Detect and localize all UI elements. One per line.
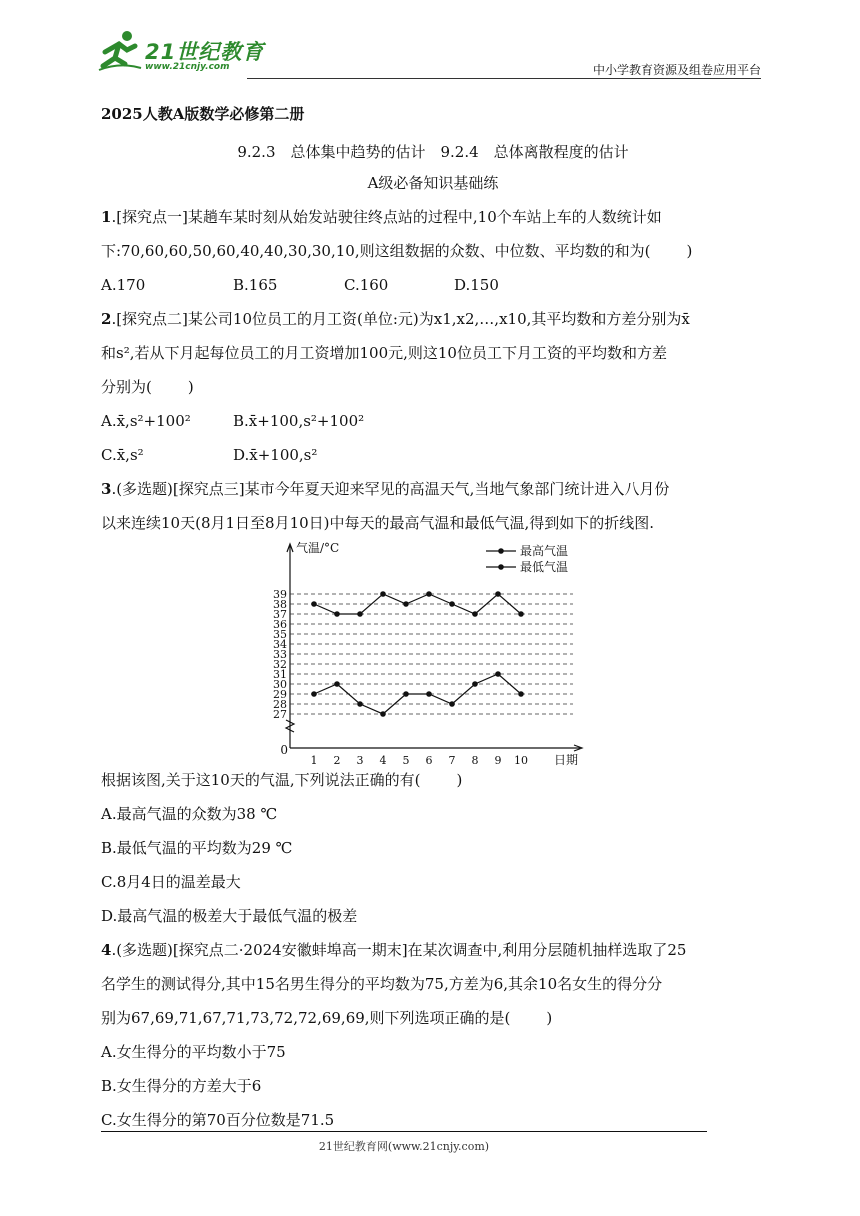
q2-option-c[interactable]: C.x̄,s² — [101, 446, 144, 464]
q1-option-d[interactable]: D.150 — [454, 276, 499, 294]
q2-line1 — [101, 309, 765, 329]
q1-paren-close: ) — [686, 242, 693, 260]
y-tick-label: 29 — [273, 688, 287, 701]
q3-option-b[interactable]: B.最低气温的平均数为29 ℃ — [101, 839, 293, 857]
q1-text1: .[探究点一]某趟车某时刻从始发站驶往终点站的过程中,10个车站上车的人数统计如 — [111, 208, 662, 226]
legend-label: 最低气温 — [520, 560, 569, 574]
data-point — [518, 611, 524, 617]
data-point — [380, 711, 386, 717]
data-point — [449, 601, 455, 607]
q1-text2: 下:70,60,60,50,60,40,40,30,30,10,则这组数据的众数、中位数、平均数的和为( — [101, 242, 651, 260]
x-tick-label: 5 — [402, 754, 410, 767]
q3-paren-close: ) — [456, 771, 463, 789]
x-tick-label: 4 — [379, 754, 387, 767]
data-point — [472, 681, 478, 687]
data-point — [449, 701, 455, 707]
data-point — [403, 601, 409, 607]
logo-text: 21世纪教育 — [145, 40, 265, 64]
q2-option-d[interactable]: D.x̄+100,s² — [233, 446, 318, 464]
x-tick-label: 6 — [425, 754, 433, 767]
y-tick-label: 39 — [273, 588, 287, 601]
y-tick-label: 33 — [273, 648, 287, 661]
x-tick-label: 9 — [494, 754, 502, 767]
y-tick-label: 32 — [273, 658, 287, 671]
q4-option-b[interactable]: B.女生得分的方差大于6 — [101, 1077, 262, 1095]
x-tick-label: 3 — [356, 754, 364, 767]
q1-option-b[interactable]: B.165 — [233, 276, 278, 294]
data-point — [380, 591, 386, 597]
data-point — [426, 691, 432, 697]
q3-number: 3 — [101, 480, 112, 498]
footer-divider — [101, 1131, 707, 1132]
y-tick-label: 34 — [273, 638, 287, 651]
q3-line1 — [101, 479, 765, 499]
q1-option-a[interactable]: A.170 — [101, 276, 146, 294]
x-tick-label: 8 — [471, 754, 479, 767]
logo-url: www.21cnjy.com — [145, 62, 230, 72]
data-point — [518, 691, 524, 697]
data-point — [495, 591, 501, 597]
q4-option-a[interactable]: A.女生得分的平均数小于75 — [101, 1043, 286, 1061]
legend-marker — [498, 564, 504, 570]
q1-option-c[interactable]: C.160 — [344, 276, 389, 294]
data-point — [495, 671, 501, 677]
data-point — [334, 611, 340, 617]
data-point — [357, 611, 363, 617]
y-tick-label: 28 — [273, 698, 287, 711]
data-point — [311, 601, 317, 607]
data-point — [472, 611, 478, 617]
y-tick-label: 38 — [273, 598, 287, 611]
q2-option-a[interactable]: A.x̄,s²+100² — [101, 412, 191, 430]
q4-option-c[interactable]: C.女生得分的第70百分位数是71.5 — [101, 1111, 335, 1129]
data-point — [426, 591, 432, 597]
runner-logo-icon — [97, 28, 143, 72]
site-logo[interactable] — [97, 28, 267, 78]
q2-text1: .[探究点二]某公司10位员工的月工资(单位:元)为x1,x2,…,x10,其平均数和方差分别为x̄ — [111, 310, 690, 328]
footer-text[interactable]: 21世纪教育网(www.21cnjy.com) — [318, 1140, 490, 1153]
q2-option-b[interactable]: B.x̄+100,s²+100² — [233, 412, 365, 430]
y-tick-label: 27 — [273, 708, 287, 721]
q2-line3 — [101, 377, 765, 397]
y-tick-label: 35 — [273, 628, 287, 641]
q4-text3: 别为67,69,71,67,71,73,72,72,69,69,则下列选项正确的是( — [101, 1009, 511, 1027]
q1-number: 1 — [101, 208, 112, 226]
page-header — [97, 28, 761, 80]
q2-number: 2 — [101, 310, 112, 328]
q3-option-d[interactable]: D.最高气温的极差大于最低气温的极差 — [101, 907, 358, 925]
q3-line2: 以来连续10天(8月1日至8月10日)中每天的最高气温和最低气温,得到如下的折线图. — [101, 514, 655, 532]
y-tick-label: 36 — [273, 618, 287, 631]
x-tick-label: 1 — [310, 754, 318, 767]
q4-text1: .(多选题)[探究点二·2024安徽蚌埠高一期末]在某次调查中,利用分层随机抽样选取了25 — [111, 941, 687, 959]
x-tick-label: 7 — [448, 754, 456, 767]
legend-marker — [498, 548, 504, 554]
q2-paren-close: ) — [187, 378, 194, 396]
q3-after-text: 根据该图,关于这10天的气温,下列说法正确的有( — [101, 771, 421, 789]
q3-after — [101, 770, 765, 790]
q2-line2: 和s²,若从下月起每位员工的月工资增加100元,则这10位员工下月工资的平均数和方差 — [101, 344, 667, 362]
header-divider — [247, 78, 761, 79]
level-title: A级必备知识基础练 — [367, 174, 499, 192]
q4-line2: 名学生的测试得分,其中15名男生得分的平均数为75,方差为6,其余10名女生的得分分 — [101, 975, 663, 993]
y-tick-label: 30 — [273, 678, 287, 691]
data-point — [403, 691, 409, 697]
q3-option-a[interactable]: A.最高气温的众数为38 ℃ — [101, 805, 278, 823]
q4-number: 4 — [101, 941, 112, 959]
axis-break-mark — [286, 720, 294, 732]
q1-line1 — [101, 207, 765, 227]
y-axis-title: 气温/°C — [296, 541, 340, 555]
q4-line1 — [101, 940, 765, 960]
x-axis-title: 日期 — [553, 753, 579, 767]
data-point — [334, 681, 340, 687]
data-point — [357, 701, 363, 707]
x-tick-label: 10 — [514, 754, 528, 767]
q4-paren-close: ) — [546, 1009, 553, 1027]
x-tick-label: 2 — [333, 754, 341, 767]
q1-line2 — [101, 241, 765, 261]
header-slogan: 中小学教育资源及组卷应用平台 — [592, 63, 761, 77]
y-tick-label: 31 — [273, 668, 287, 681]
legend-label: 最高气温 — [520, 544, 569, 558]
q4-line3 — [101, 1008, 765, 1028]
q2-text3: 分别为( — [101, 378, 152, 396]
origin-label: 0 — [280, 743, 288, 757]
y-tick-label: 37 — [273, 608, 287, 621]
q3-option-c[interactable]: C.8月4日的温差最大 — [101, 873, 241, 891]
q3-text1: .(多选题)[探究点三]某市今年夏天迎来罕见的高温天气,当地气象部门统计进入八月份 — [111, 480, 670, 498]
book-title: 2025人教A版数学必修第二册 — [101, 105, 305, 123]
data-point — [311, 691, 317, 697]
temperature-line-chart — [268, 538, 598, 767]
section-title: 9.2.3 总体集中趋势的估计 9.2.4 总体离散程度的估计 — [237, 143, 629, 161]
